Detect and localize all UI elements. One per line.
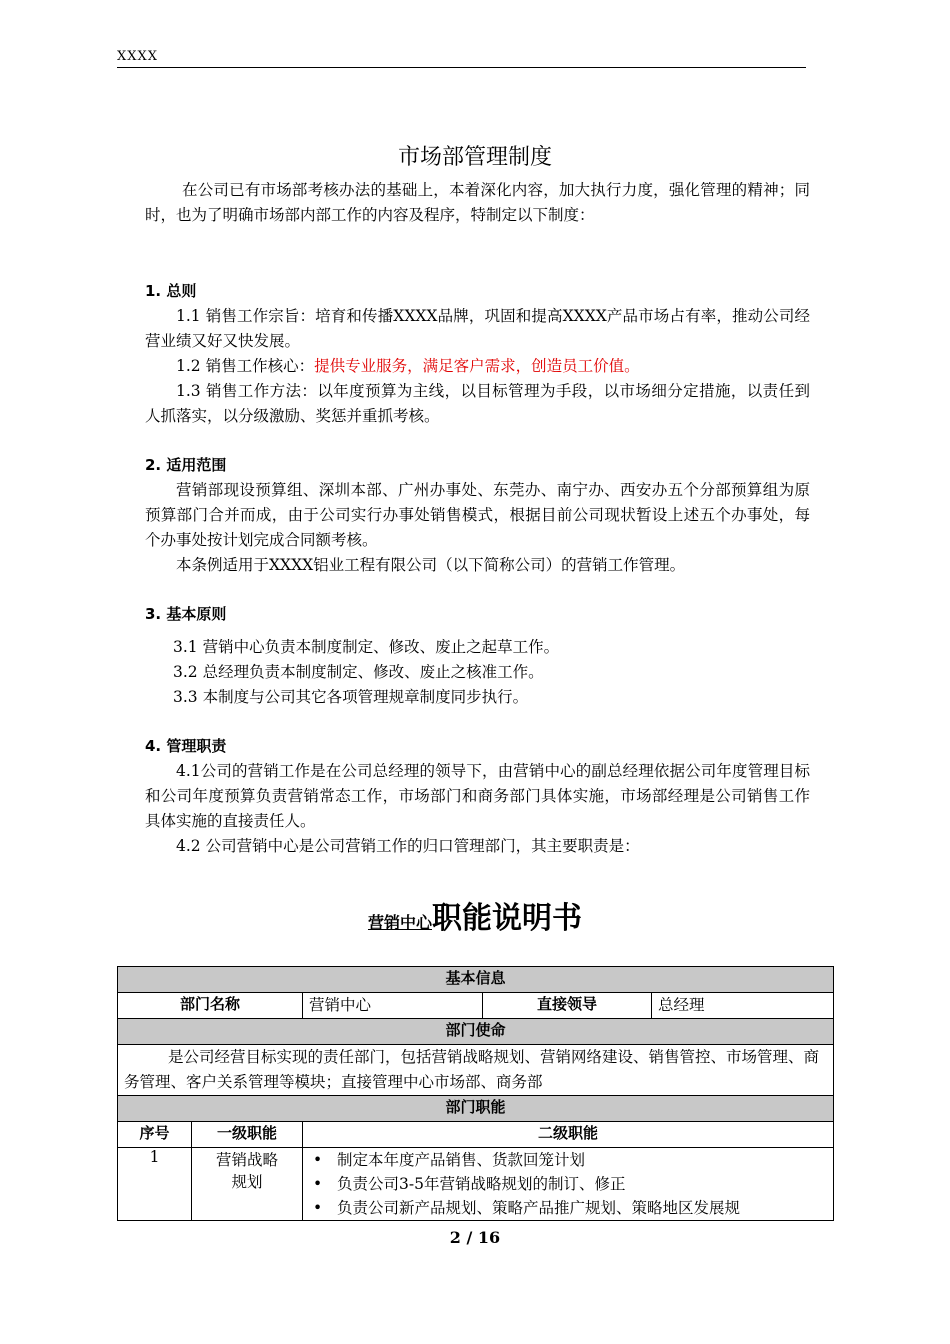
section-1-heading: 1. 总则 [145, 282, 197, 300]
function-table [117, 966, 834, 1221]
row-no: 1 [118, 1148, 192, 1221]
leader-label: 直接领导 [483, 993, 652, 1019]
document-body [145, 178, 810, 859]
section-4-1: 4.1公司的营销工作是在公司总经理的领导下，由营销中心的副总经理依据公司年度管理目标和公司年度预算负责营销常态工作，市场部门和商务部门具体实施，市场部经理是公司销售工作具体实施的直接责任人。 [145, 762, 810, 830]
col-header-no: 序号 [118, 1122, 192, 1148]
function-doc-title-main: 职能说明书 [432, 901, 582, 936]
row-level2 [303, 1148, 834, 1221]
function-doc-title-dept: 营销中心 [367, 913, 432, 932]
list-item: • 负责公司新产品规划、策略产品推广规划、策略地区发展规 [307, 1196, 829, 1220]
section-3-item: 3.1 营销中心负责本制度制定、修改、废止之起草工作。 [173, 638, 560, 656]
section-1-2-highlight: 提供专业服务，满足客户需求，创造员工价值。 [314, 357, 640, 375]
leader-value: 总经理 [652, 993, 834, 1019]
basic-info-band: 基本信息 [118, 967, 834, 993]
col-header-level1: 一级职能 [192, 1122, 303, 1148]
section-3-item: 3.2 总经理负责本制度制定、修改、废止之核准工作。 [173, 663, 544, 681]
intro-paragraph: 在公司已有市场部考核办法的基础上，本着深化内容，加大执行力度，强化管理的精神；同时，也为了明确市场部内部工作的内容及程序，特制定以下制度： [145, 181, 810, 224]
section-1-2 [145, 354, 810, 379]
table-row [118, 1148, 834, 1221]
dept-name-label: 部门名称 [118, 993, 303, 1019]
row-level1: 营销战略规划 [192, 1148, 303, 1221]
section-1-3: 1.3 销售工作方法：以年度预算为主线，以目标管理为手段，以市场细分定措施，以责任到人抓落实，以分级激励、奖惩并重抓考核。 [145, 382, 810, 425]
list-item: • 负责公司3-5年营销战略规划的制订、修正 [307, 1172, 829, 1196]
dept-name-value: 营销中心 [303, 993, 483, 1019]
functions-band: 部门职能 [118, 1096, 834, 1122]
section-3-heading: 3. 基本原则 [145, 605, 227, 623]
document-title: 市场部管理制度 [397, 145, 552, 170]
section-3-item: 3.3 本制度与公司其它各项管理规章制度同步执行。 [173, 688, 529, 706]
section-2-heading: 2. 适用范围 [145, 456, 227, 474]
section-3-list [145, 635, 810, 710]
col-header-level2: 二级职能 [303, 1122, 834, 1148]
section-2-paragraph-1: 营销部现设预算组、深圳本部、广州办事处、东莞办、南宁办、西安办五个分部预算组为原预算部门合并而成，由于公司实行办事处销售模式，根据目前公司现状暂设上述五个办事处，每个办事处按计划完成合同额考核。 [145, 481, 810, 549]
running-header: XXXX [117, 49, 159, 64]
list-item: • 制定本年度产品销售、货款回笼计划 [307, 1148, 829, 1172]
section-1-2-prefix: 1.2 销售工作核心： [176, 357, 315, 375]
function-doc-title [0, 893, 950, 937]
section-2-paragraph-2: 本条例适用于XXXX铝业工程有限公司（以下简称公司）的营销工作管理。 [176, 556, 686, 574]
section-4-2: 4.2 公司营销中心是公司营销工作的归口管理部门，其主要职责是： [176, 837, 640, 855]
mission-text: 是公司经营目标实现的责任部门，包括营销战略规划、营销网络建设、销售管控、市场管理、商务管理、客户关系管理等模块；直接管理中心市场部、商务部 [118, 1045, 834, 1096]
page-number: 2 / 16 [449, 1228, 501, 1247]
section-4-heading: 4. 管理职责 [145, 737, 227, 755]
header-rule [117, 67, 806, 68]
mission-band: 部门使命 [118, 1019, 834, 1045]
section-1-1: 1.1 销售工作宗旨：培育和传播XXXX品牌，巩固和提高XXXX产品市场占有率，推动公司经营业绩又好又快发展。 [145, 307, 810, 350]
